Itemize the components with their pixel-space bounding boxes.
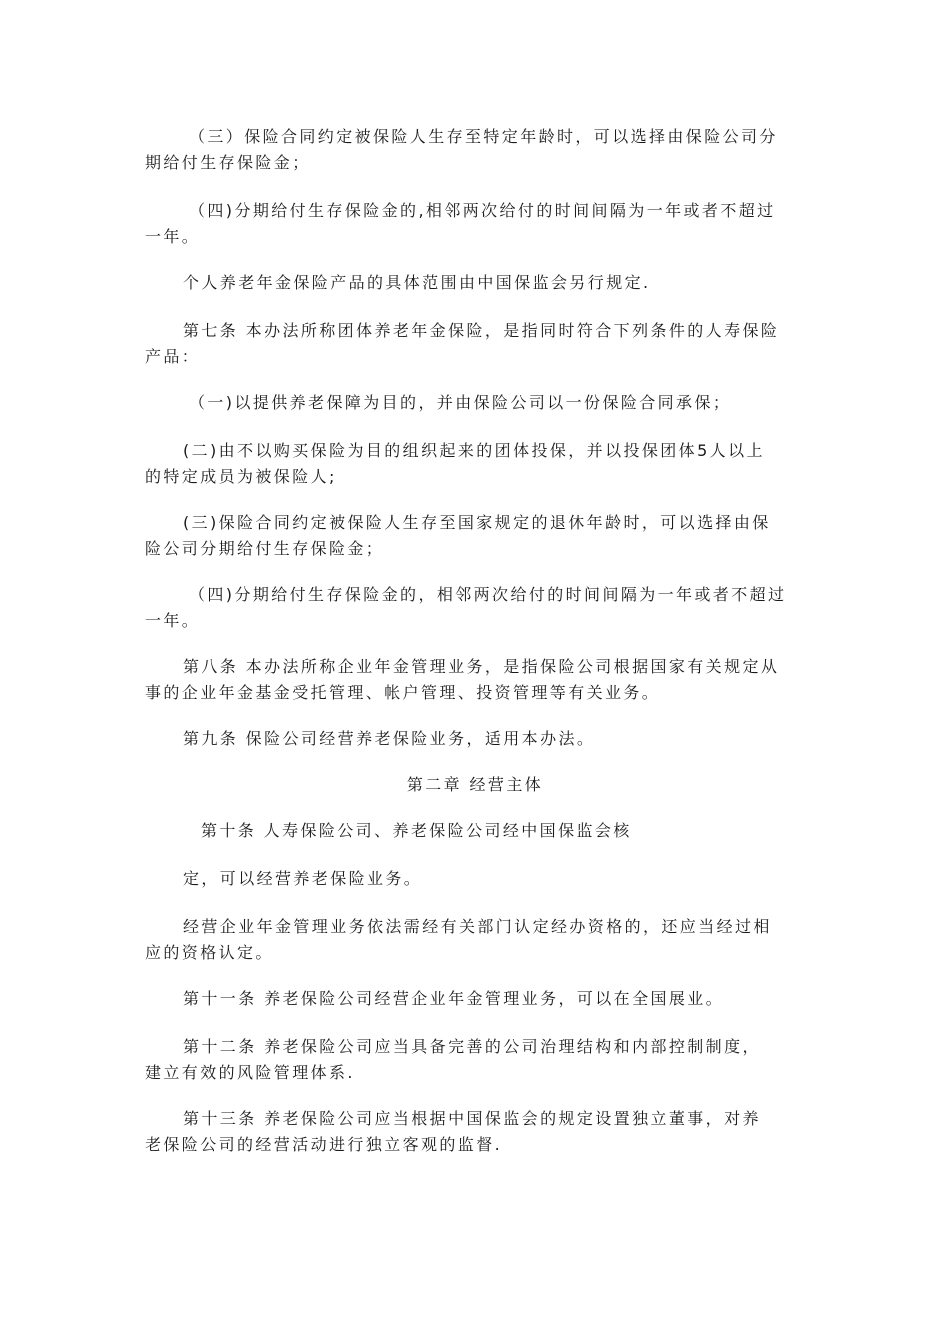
paragraph-line: (三)保险合同约定被保险人生存至国家规定的退休年龄时，可以选择由保 [183,513,771,532]
paragraph-line: 老保险公司的经营活动进行独立客观的监督. [145,1135,503,1154]
paragraph-scope-note [145,270,805,296]
article-eleven [145,986,805,1012]
paragraph-line: 一年。 [145,227,201,246]
article-twelve [145,1034,805,1086]
paragraph-item-3-retirement [145,510,805,562]
paragraph-line: （一)以提供养老保障为目的，并由保险公司以一份保险合同承保； [189,393,732,412]
paragraph-line: 第八条 本办法所称企业年金管理业务，是指保险公司根据国家有关规定从 [183,657,780,676]
article-nine [145,726,805,752]
article-thirteen [145,1106,805,1158]
paragraph-item-4-interval [145,198,805,250]
paragraph-line: 期给付生存保险金； [145,153,311,172]
paragraph-item-2-group [145,438,805,490]
paragraph-line: 事的企业年金基金受托管理、帐户管理、投资管理等有关业务。 [145,683,661,702]
paragraph-line: (二)由不以购买保险为目的组织起来的团体投保，并以投保团体5人以上 [183,441,765,460]
paragraph-line: 应的资格认定。 [145,943,274,962]
paragraph-line: 第九条 保险公司经营养老保险业务，适用本办法。 [183,729,596,748]
paragraph-line: （四)分期给付生存保险金的，相邻两次给付的时间间隔为一年或者不超过 [189,585,787,604]
paragraph-line: 第十二条 养老保险公司应当具备完善的公司治理结构和内部控制制度， [183,1037,761,1056]
paragraph-line: 一年。 [145,611,201,630]
chapter-heading: 第二章 经营主体 [406,775,544,794]
article-eight [145,654,805,706]
paragraph-line: （三）保险合同约定被保险人生存至特定年龄时，可以选择由保险公司分 [189,127,778,146]
paragraph-line: 第十三条 养老保险公司应当根据中国保监会的规定设置独立董事，对养 [183,1109,761,1128]
paragraph-line: 第十条 人寿保险公司、养老保险公司经中国保监会核 [201,821,632,840]
paragraph-line: 险公司分期给付生存保险金； [145,539,385,558]
paragraph-line: 建立有效的风险管理体系. [145,1063,355,1082]
article-seven [145,318,805,370]
paragraph-line: 第七条 本办法所称团体养老年金保险，是指同时符合下列条件的人寿保险 [183,321,780,340]
paragraph-line: 第十一条 养老保险公司经营企业年金管理业务，可以在全国展业。 [183,989,725,1008]
paragraph-line: （四)分期给付生存保险金的,相邻两次给付的时间间隔为一年或者不超过 [189,201,776,220]
paragraph-line: 经营企业年金管理业务依法需经有关部门认定经办资格的，还应当经过相 [183,917,772,936]
paragraph-item-3-annuity [145,124,805,176]
paragraph-line: 个人养老年金保险产品的具体范围由中国保监会另行规定. [183,273,651,292]
paragraph-line: 的特定成员为被保险人; [145,467,337,486]
paragraph-line: 产品： [145,347,201,366]
article-ten-second-line [145,866,805,892]
paragraph-item-4-interval-group [145,582,805,634]
paragraph-qualification [145,914,805,966]
paragraph-item-1-purpose [145,390,805,416]
paragraph-line: 定，可以经营养老保险业务。 [183,869,423,888]
article-ten-first-line [145,818,805,844]
